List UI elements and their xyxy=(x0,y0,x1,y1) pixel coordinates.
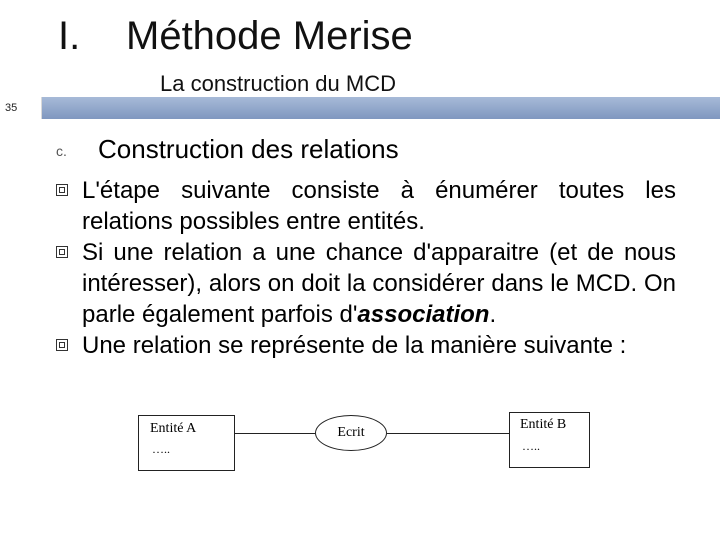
bullet-text: Une relation se représente de la manière suivante : xyxy=(82,332,627,359)
square-bullet-icon xyxy=(56,184,68,196)
square-bullet-icon xyxy=(56,339,68,351)
bullet-item xyxy=(56,237,676,330)
relation-label: Ecrit xyxy=(337,425,365,440)
entity-a-name: Entité A xyxy=(150,421,197,436)
mcd-relation-diagram xyxy=(138,412,598,474)
bullet-item xyxy=(56,175,676,237)
bullet-item xyxy=(56,330,676,361)
connector-line-right xyxy=(387,433,509,434)
title-number: I. xyxy=(58,14,81,58)
bullet-text: L'étape suivante consiste à énumérer toutes les relations possibles entre entités. xyxy=(82,177,676,235)
slide-number: 35 xyxy=(0,97,42,119)
bullet-emphasis: association xyxy=(357,301,490,328)
slide-title xyxy=(58,14,413,59)
section-heading xyxy=(56,134,676,165)
title-text: Méthode Merise xyxy=(126,14,413,58)
bullet-text: Si une relation a une chance d'apparaitre (et de nous intéresser), alors on doit la considérer dans le MCD. On parle également parfois d' xyxy=(82,239,676,328)
header-bar xyxy=(0,97,720,119)
section-title: Construction des relations xyxy=(98,134,399,164)
square-bullet-icon xyxy=(56,246,68,258)
section-letter: c. xyxy=(56,143,67,160)
entity-a-attribute: ….. xyxy=(152,442,170,456)
entity-b-name: Entité B xyxy=(520,417,567,432)
entity-b-attribute: ….. xyxy=(522,439,540,453)
bullet-list xyxy=(56,175,676,361)
bullet-text-end: . xyxy=(489,301,497,328)
slide-subtitle: La construction du MCD xyxy=(160,71,396,96)
connector-line-left xyxy=(233,433,315,434)
